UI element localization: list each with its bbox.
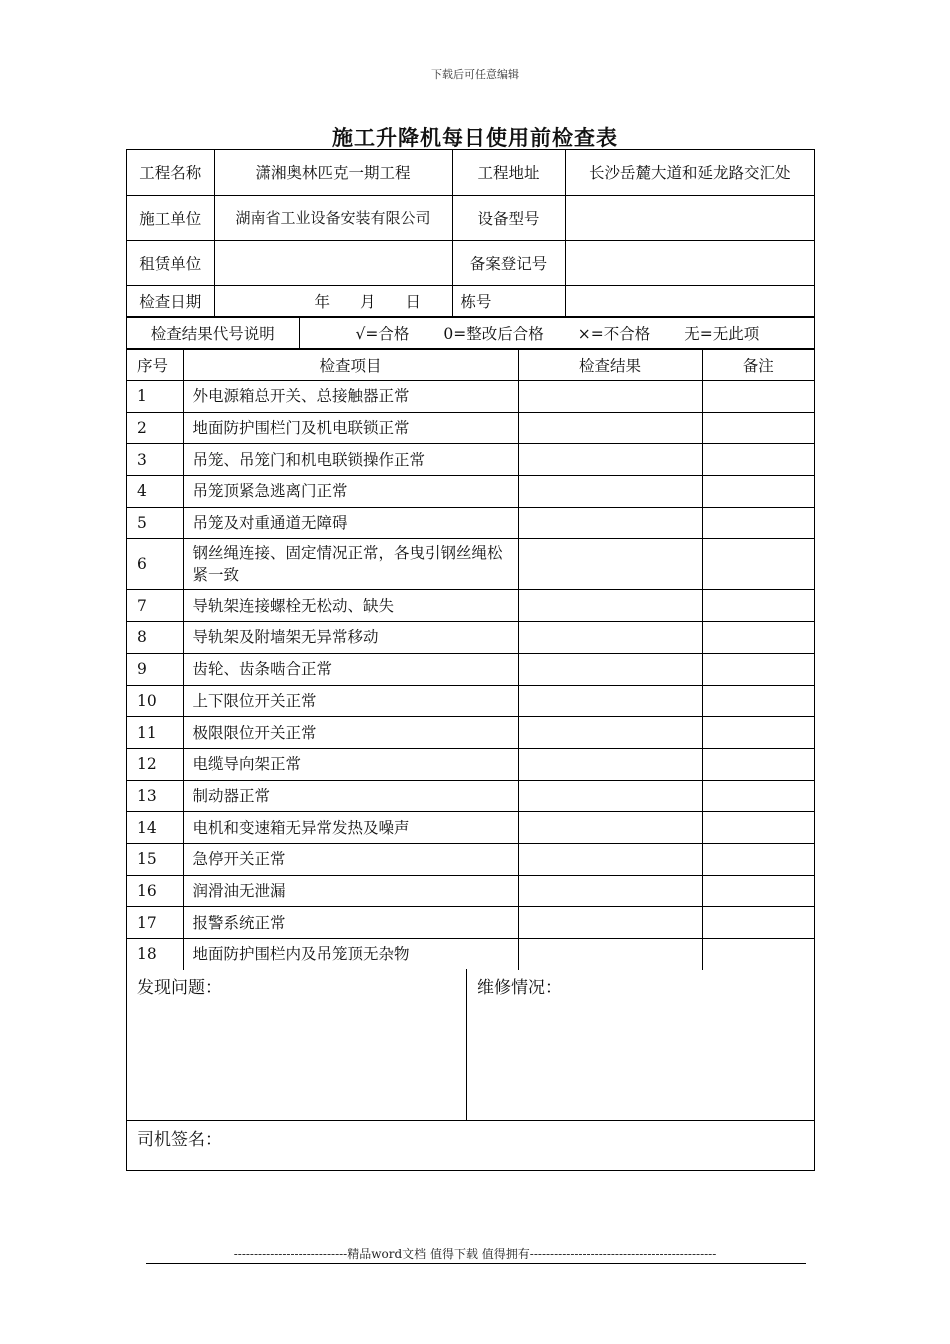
row-number: 12 [127,748,183,780]
building-value[interactable] [565,285,814,316]
row-item: 导轨架连接螺栓无松动、缺失 [183,590,518,622]
table-row [127,381,814,413]
model-value[interactable] [565,195,814,240]
row-number: 18 [127,939,183,970]
table-row [127,590,814,622]
info-section [126,149,815,318]
row-remark[interactable] [702,717,814,749]
row-remark[interactable] [702,685,814,717]
project-name-label: 工程名称 [127,150,214,195]
row-number: 11 [127,717,183,749]
row-remark[interactable] [702,653,814,685]
row-remark[interactable] [702,875,814,907]
row-result[interactable] [518,444,702,476]
code-fail: ×=不合格 [577,324,651,343]
row-remark[interactable] [702,812,814,844]
table-row [127,748,814,780]
row-remark[interactable] [702,843,814,875]
table-row [127,685,814,717]
construction-unit-label: 施工单位 [127,195,214,240]
row-item: 导轨架及附墙架无异常移动 [183,622,518,654]
header-note: 下载后可任意编辑 [431,68,519,81]
row-number: 10 [127,685,183,717]
row-number: 1 [127,381,183,413]
table-row [127,875,814,907]
repair-label: 维修情况： [477,978,562,998]
project-address-label: 工程地址 [452,150,565,195]
row-item: 急停开关正常 [183,843,518,875]
row-number: 16 [127,875,183,907]
row-item: 外电源箱总开关、总接触器正常 [183,381,518,413]
row-result[interactable] [518,780,702,812]
info-table [127,150,814,317]
row-result[interactable] [518,685,702,717]
row-result[interactable] [518,507,702,539]
project-name-value[interactable]: 潇湘奥林匹克一期工程 [214,150,452,195]
row-result[interactable] [518,590,702,622]
table-row [127,780,814,812]
codes-table [127,316,814,349]
row-remark[interactable] [702,590,814,622]
row-result[interactable] [518,812,702,844]
date-month: 月 [360,292,376,311]
row-result[interactable] [518,622,702,654]
row-item: 齿轮、齿条啮合正常 [183,653,518,685]
row-result[interactable] [518,843,702,875]
row-remark[interactable] [702,748,814,780]
footer-note: ----------------------------精品word文档 值得下载 值得拥有---------------------------------------------- [233,1247,717,1261]
row-remark[interactable] [702,622,814,654]
date-label: 检查日期 [127,285,214,316]
codes-list [299,316,814,349]
col-header-no: 序号 [127,350,183,381]
table-row [127,444,814,476]
row-remark[interactable] [702,381,814,413]
table-row [127,717,814,749]
row-result[interactable] [518,653,702,685]
col-header-result: 检查结果 [518,350,702,381]
row-item: 润滑油无泄漏 [183,875,518,907]
row-item: 钢丝绳连接、固定情况正常，各曳引钢丝绳松紧一致 [183,539,518,590]
repair-box[interactable] [467,969,814,1121]
codes-section [126,316,815,349]
table-row [127,476,814,508]
model-label: 设备型号 [452,195,565,240]
codes-label: 检查结果代号说明 [127,316,299,349]
row-result[interactable] [518,539,702,590]
construction-unit-value[interactable]: 湖南省工业设备安装有限公司 [214,195,452,240]
row-remark[interactable] [702,412,814,444]
checklist-rows [127,381,814,970]
table-row [127,507,814,539]
row-result[interactable] [518,412,702,444]
row-result[interactable] [518,875,702,907]
code-na: 无=无此项 [684,324,760,343]
row-item: 地面防护围栏门及机电联锁正常 [183,412,518,444]
row-item: 地面防护围栏内及吊笼顶无杂物 [183,939,518,970]
form-title: 施工升降机每日使用前检查表 [332,125,618,150]
row-result[interactable] [518,717,702,749]
col-header-remark: 备注 [702,350,814,381]
row-number: 15 [127,843,183,875]
row-item: 电机和变速箱无异常发热及噪声 [183,812,518,844]
table-row [127,622,814,654]
row-remark[interactable] [702,939,814,970]
row-item: 上下限位开关正常 [183,685,518,717]
row-number: 14 [127,812,183,844]
row-remark[interactable] [702,539,814,590]
row-number: 5 [127,507,183,539]
table-row [127,939,814,970]
lease-unit-label: 租赁单位 [127,240,214,285]
table-row [127,812,814,844]
checklist-section [126,348,815,970]
row-remark[interactable] [702,444,814,476]
row-remark[interactable] [702,507,814,539]
record-no-value[interactable] [565,240,814,285]
row-number: 3 [127,444,183,476]
row-remark[interactable] [702,780,814,812]
row-result[interactable] [518,907,702,939]
driver-sign-label: 司机签名： [137,1130,222,1150]
date-year: 年 [314,292,331,311]
lease-unit-value[interactable] [214,240,452,285]
row-item: 电缆导向架正常 [183,748,518,780]
row-result[interactable] [518,748,702,780]
row-remark[interactable] [702,476,814,508]
driver-sign-box[interactable] [126,1120,815,1171]
checklist-table [127,349,814,970]
row-number: 7 [127,590,183,622]
table-row [127,907,814,939]
issues-section [126,969,815,1121]
issues-box[interactable] [127,969,467,1121]
col-header-item: 检查项目 [183,350,518,381]
row-item: 吊笼及对重通道无障碍 [183,507,518,539]
footer-divider [146,1263,806,1264]
row-item: 制动器正常 [183,780,518,812]
row-number: 2 [127,412,183,444]
code-fixed: 0=整改后合格 [443,324,544,343]
row-result[interactable] [518,476,702,508]
building-label: 栋号 [452,285,565,316]
table-row [127,843,814,875]
row-item: 吊笼、吊笼门和机电联锁操作正常 [183,444,518,476]
row-result[interactable] [518,939,702,970]
row-item: 报警系统正常 [183,907,518,939]
row-item: 吊笼顶紧急逃离门正常 [183,476,518,508]
row-number: 17 [127,907,183,939]
record-no-label: 备案登记号 [452,240,565,285]
row-item: 极限限位开关正常 [183,717,518,749]
row-remark[interactable] [702,907,814,939]
row-number: 13 [127,780,183,812]
row-result[interactable] [518,381,702,413]
date-value[interactable] [214,285,452,316]
project-address-value[interactable]: 长沙岳麓大道和延龙路交汇处 [565,150,814,195]
row-number: 4 [127,476,183,508]
row-number: 9 [127,653,183,685]
table-row [127,412,814,444]
row-number: 6 [127,539,183,590]
code-pass: √=合格 [355,324,410,343]
row-number: 8 [127,622,183,654]
table-row [127,653,814,685]
table-row [127,539,814,590]
issues-label: 发现问题： [137,978,222,998]
date-day: 日 [405,292,422,311]
